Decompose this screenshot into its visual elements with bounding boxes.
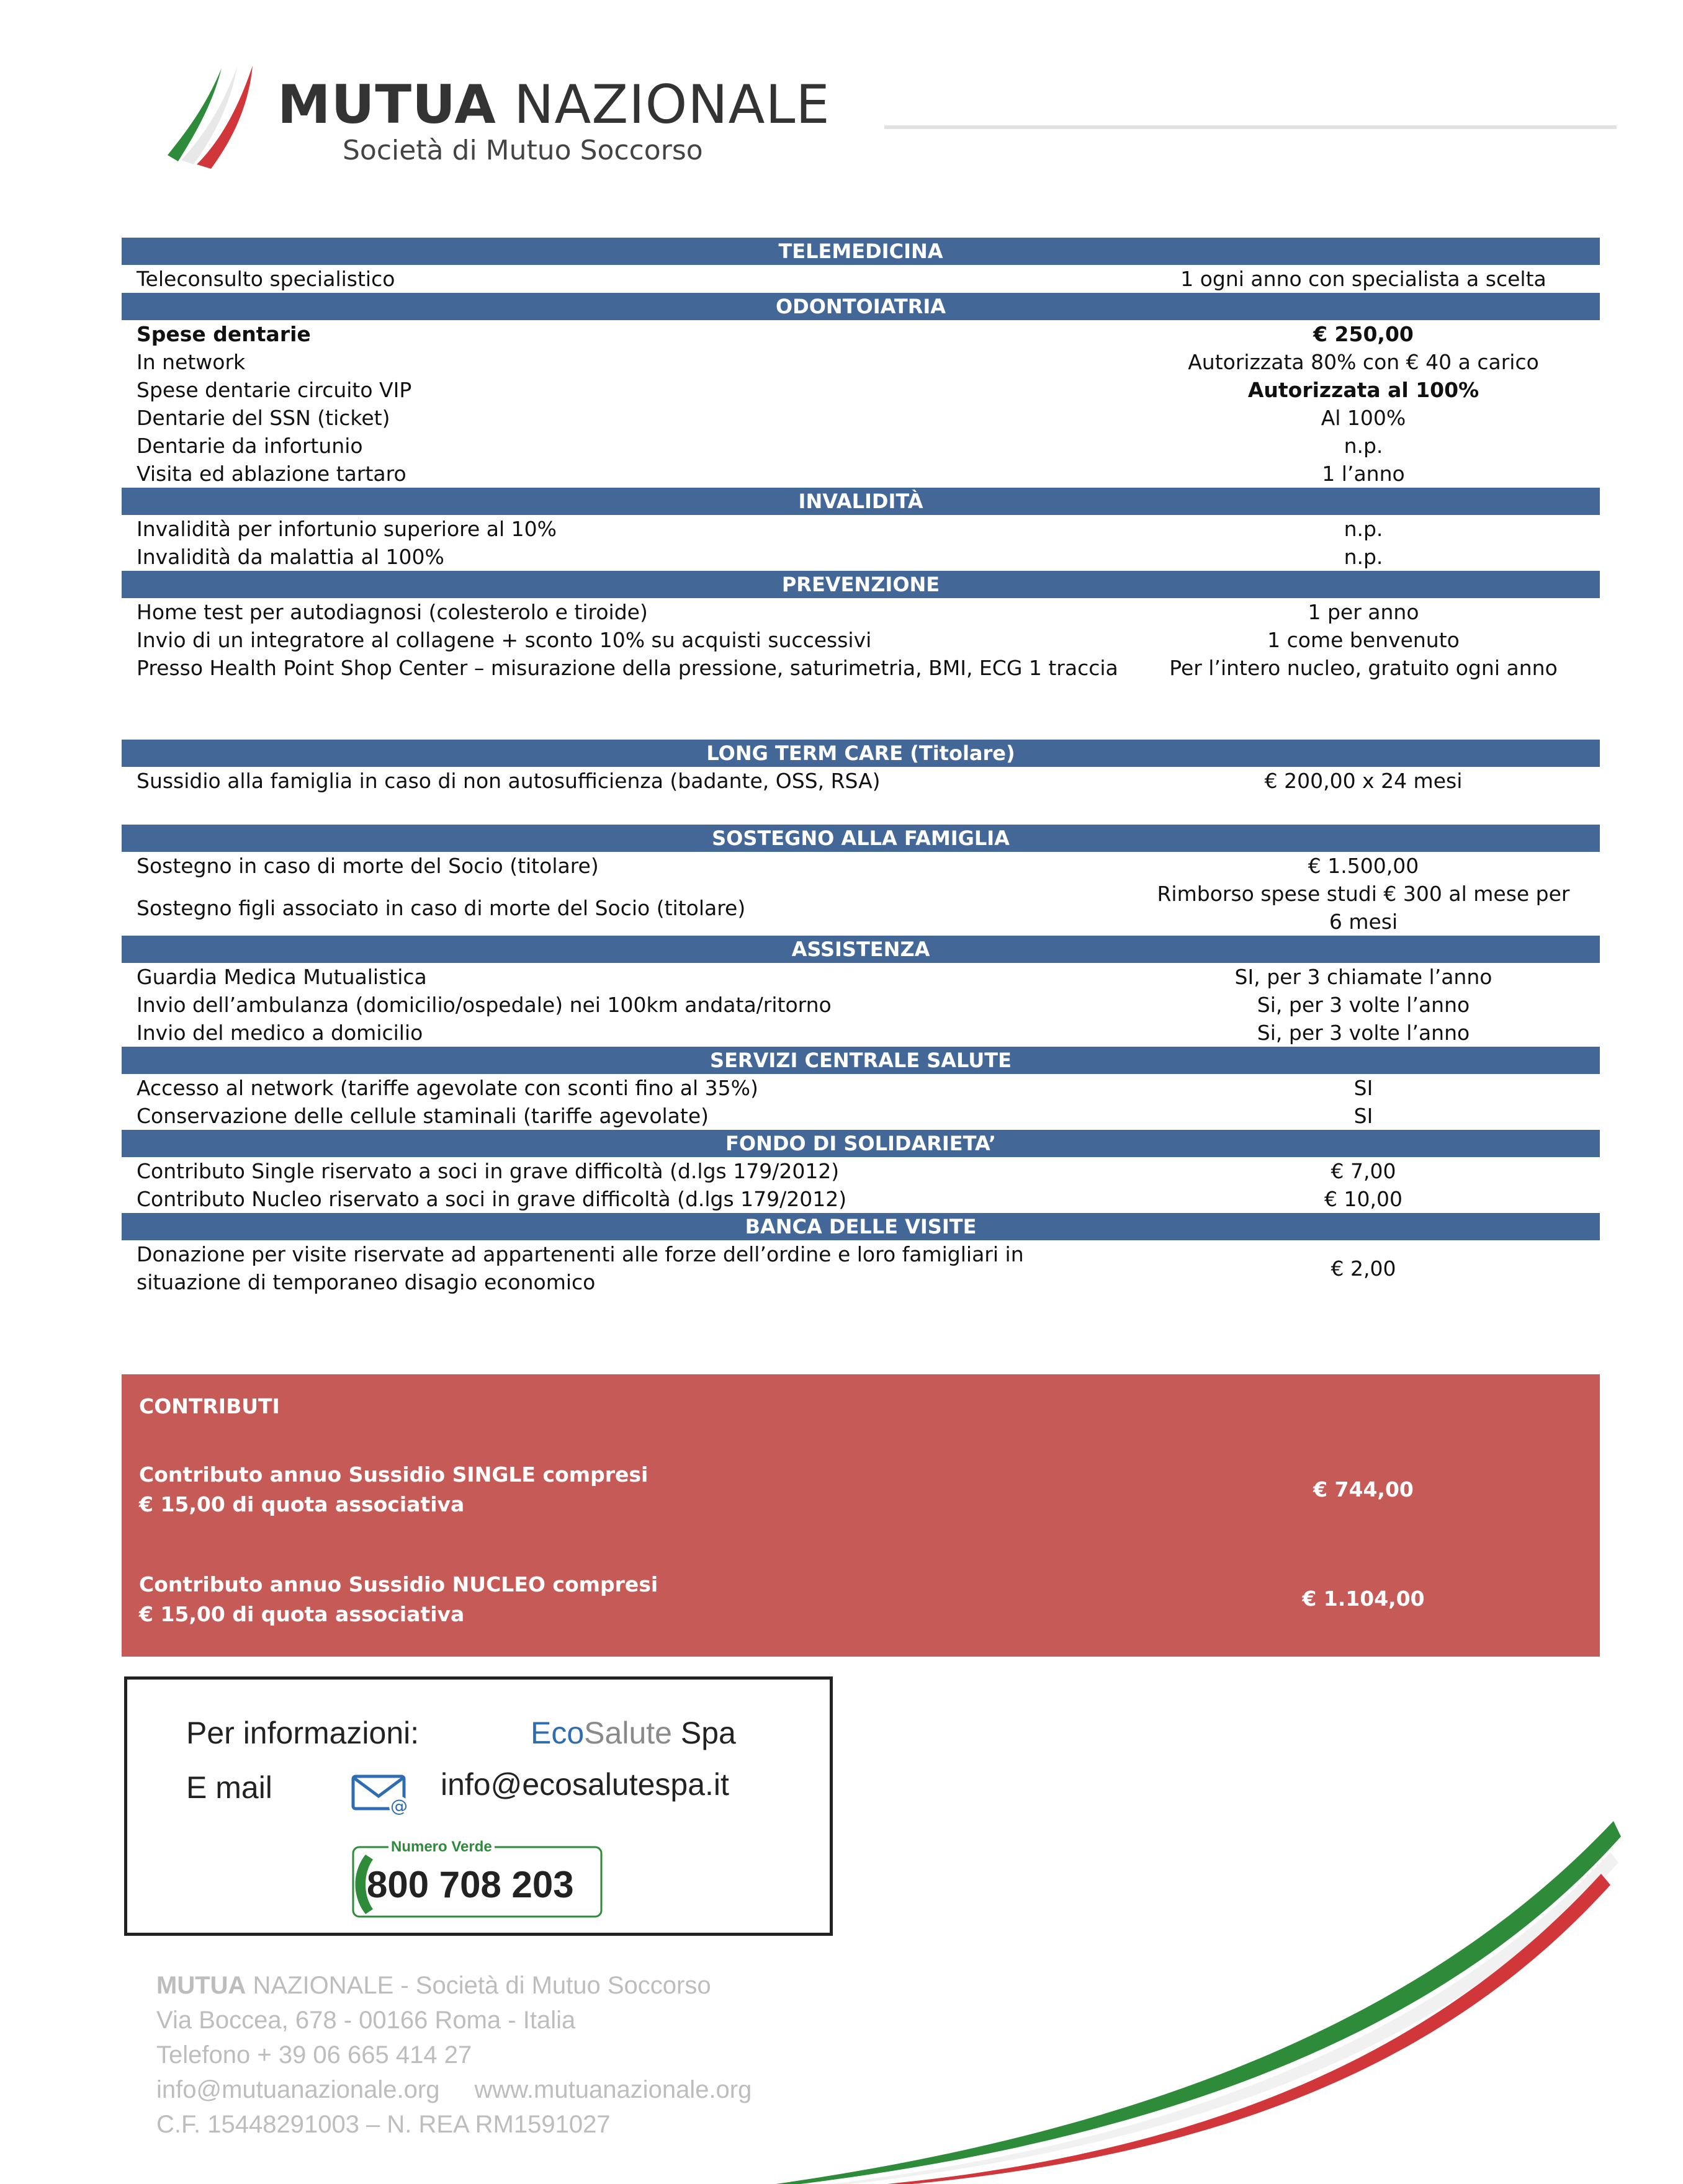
phone-label: Numero Verde (388, 1838, 495, 1856)
row-label: Presso Health Point Shop Center – misurazione della pressione, saturimetria, BMI, ECG 1 traccia (137, 656, 1118, 680)
row-label: Invalidità da malattia al 100% (137, 545, 444, 569)
row-value: Autorizzata 80% con € 40 a carico (1188, 350, 1539, 374)
section-header-odontoiatria: ODONTOIATRIA (122, 293, 1600, 320)
row-value: 1 come benvenuto (1267, 628, 1460, 652)
contributo-single-label: Contributo annuo Sussidio SINGLE compresi € 15,00 di quota associativa (139, 1462, 649, 1516)
row-label: Invio del medico a domicilio (137, 1021, 423, 1045)
info-label: Per informazioni: (186, 1716, 420, 1750)
phone-number[interactable]: 800 708 203 (367, 1864, 574, 1905)
row-label: Invio dell’ambulanza (domicilio/ospedale) nei 100km andata/ritorno (137, 993, 832, 1017)
row-label: Visita ed ablazione tartaro (137, 462, 406, 486)
row-label: Accesso al network (tariffe agevolate con sconti fino al 35%) (137, 1076, 758, 1100)
table-row (122, 1185, 1600, 1213)
row-value: € 7,00 (1331, 1159, 1396, 1183)
table-row (122, 432, 1600, 460)
row-value: 1 per anno (1308, 600, 1419, 624)
contributo-nucleo-value: € 1.104,00 (1302, 1587, 1425, 1611)
section-header-long-term-care: LONG TERM CARE (Titolare) (122, 740, 1600, 767)
table-row (122, 626, 1600, 654)
table-row (122, 460, 1600, 488)
row-value: € 200,00 x 24 mesi (1264, 769, 1463, 793)
row-value: n.p. (1344, 545, 1383, 569)
email-address[interactable]: info@ecosalutespa.it (441, 1767, 729, 1802)
svg-text:@: @ (390, 1796, 408, 1816)
footer-name: MUTUA NAZIONALE - Società di Mutuo Soccorso (156, 1972, 711, 1999)
footer-email[interactable]: info@mutuanazionale.org (156, 2076, 440, 2103)
ecosalute-brand: EcoSalute Spa (531, 1716, 736, 1750)
table-row (122, 320, 1600, 348)
row-value: Si, per 3 volte l’anno (1257, 1021, 1470, 1045)
row-label: Guardia Medica Mutualistica (137, 965, 427, 989)
row-label: Teleconsulto specialistico (137, 267, 395, 291)
table-row (122, 880, 1600, 936)
table-row (122, 376, 1600, 404)
row-value: n.p. (1344, 517, 1383, 541)
table-row (122, 767, 1600, 795)
table-row (122, 265, 1600, 293)
contributi-title: CONTRIBUTI (139, 1394, 280, 1418)
footer-address: Via Boccea, 678 - 00166 Roma - Italia (156, 2007, 576, 2034)
footer-phone: Telefono + 39 06 665 414 27 (156, 2041, 472, 2069)
section-header-assistenza: ASSISTENZA (122, 936, 1600, 963)
row-label: Spese dentarie (137, 322, 311, 346)
table-row (122, 1157, 1600, 1185)
section-header-prevenzione: PREVENZIONE (122, 571, 1600, 598)
logo (163, 62, 830, 180)
italian-flag-logo-icon (163, 62, 274, 174)
table-row (122, 654, 1600, 710)
row-value: Al 100% (1321, 406, 1406, 430)
row-label: Sostegno in caso di morte del Socio (titolare) (137, 854, 599, 878)
contributi-panel (122, 1374, 1600, 1657)
section-header-banca-visite: BANCA DELLE VISITE (122, 1213, 1600, 1240)
footer-registry: C.F. 15448291003 – N. REA RM1591027 (156, 2111, 611, 2138)
footer (156, 1968, 752, 2142)
section-header-invalidita: INVALIDITÀ (122, 488, 1600, 515)
table-row (122, 348, 1600, 376)
row-value: € 2,00 (1331, 1256, 1396, 1281)
table-row (122, 991, 1600, 1019)
info-box (124, 1676, 833, 1936)
table-row (122, 1240, 1600, 1296)
table-row (122, 543, 1600, 571)
table-row (122, 515, 1600, 543)
row-label: Spese dentarie circuito VIP (137, 378, 412, 402)
email-label: E mail (186, 1770, 272, 1805)
section-header-telemedicina: TELEMEDICINA (122, 238, 1600, 265)
row-value: € 1.500,00 (1308, 854, 1419, 878)
row-value: SI (1353, 1104, 1373, 1128)
table-row (122, 598, 1600, 626)
row-label: Invalidità per infortunio superiore al 10% (137, 517, 557, 541)
contributo-single-value: € 744,00 (1313, 1477, 1414, 1502)
table-row (122, 852, 1600, 880)
logo-subtitle: Società di Mutuo Soccorso (343, 135, 703, 166)
contributo-nucleo-label: Contributo annuo Sussidio NUCLEO compresi € 15,00 di quota associativa (139, 1572, 658, 1626)
section-header-servizi-centrale-salute: SERVIZI CENTRALE SALUTE (122, 1047, 1600, 1074)
row-value: Autorizzata al 100% (1247, 378, 1479, 402)
table-row (122, 404, 1600, 432)
logo-title: MUTUA NAZIONALE (277, 74, 830, 136)
table-row (122, 1074, 1600, 1102)
row-label: Contributo Single riservato a soci in grave difficoltà (d.lgs 179/2012) (137, 1159, 840, 1183)
footer-website[interactable]: www.mutuanazionale.org (474, 2076, 752, 2103)
row-label: Invio di un integratore al collagene + sconto 10% su acquisti successivi (137, 628, 872, 652)
row-label: Conservazione delle cellule staminali (tariffe agevolate) (137, 1104, 709, 1128)
row-label: Donazione per visite riservate ad appartenenti alle forze dell’ordine e loro famigliari in situazione di temporaneo disagio economico (137, 1242, 1024, 1294)
row-value: SI (1353, 1076, 1373, 1100)
spacer (122, 795, 1600, 825)
row-label: Sussidio alla famiglia in caso di non autosufficienza (badante, OSS, RSA) (137, 769, 881, 793)
section-header-fondo-solidarieta: FONDO DI SOLIDARIETA’ (122, 1130, 1600, 1157)
row-label: Sostegno figli associato in caso di morte del Socio (titolare) (137, 895, 746, 920)
row-value: Si, per 3 volte l’anno (1257, 993, 1470, 1017)
spacer (122, 710, 1600, 740)
row-value: SI, per 3 chiamate l’anno (1234, 965, 1492, 989)
row-label: Home test per autodiagnosi (colesterolo e tiroide) (137, 600, 648, 624)
row-label: Dentarie da infortunio (137, 434, 363, 458)
row-value: 1 ogni anno con specialista a scelta (1180, 267, 1546, 291)
mail-icon (351, 1773, 413, 1817)
row-value: € 250,00 (1313, 322, 1414, 346)
header-rule (884, 125, 1617, 129)
row-value: Per l’intero nucleo, gratuito ogni anno (1169, 656, 1558, 680)
italian-swoosh-decoration (776, 1799, 1683, 2184)
row-label: Dentarie del SSN (ticket) (137, 406, 390, 430)
row-label: Contributo Nucleo riservato a soci in grave difficoltà (d.lgs 179/2012) (137, 1187, 847, 1211)
benefits-table (122, 238, 1600, 1296)
table-row (122, 1019, 1600, 1047)
row-value: n.p. (1344, 434, 1383, 458)
table-row (122, 1102, 1600, 1130)
footer-links (156, 2072, 752, 2107)
row-value: Rimborso spese studi € 300 al mese per 6 mesi (1157, 882, 1570, 934)
table-row (122, 963, 1600, 991)
row-label: In network (137, 350, 246, 374)
section-header-sostegno-famiglia: SOSTEGNO ALLA FAMIGLIA (122, 825, 1600, 852)
numero-verde-badge (348, 1835, 609, 1922)
row-value: 1 l’anno (1322, 462, 1405, 486)
row-value: € 10,00 (1324, 1187, 1402, 1211)
